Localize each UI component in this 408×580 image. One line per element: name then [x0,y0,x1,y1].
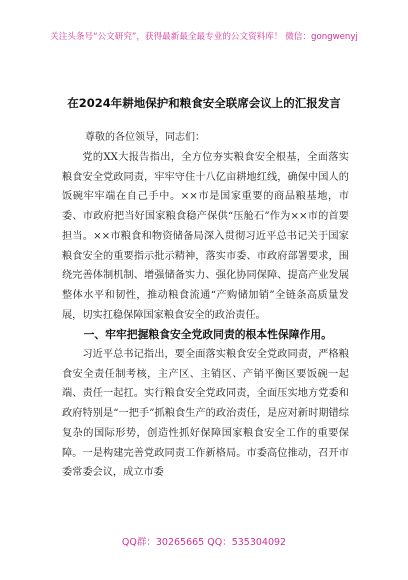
salutation: 尊敬的各位领导，同志们： [85,132,205,143]
top-promo-banner: 关注头条号“公文研究”，获得最新最全最专业的公文资料库！ 微信：gongwenyj [50,32,358,42]
section-heading: 一、牢牢把握粮食安全党政同责的根本性保障作用。 [83,328,332,342]
bottom-contact-banner: QQ群：30265665 QQ：535304092 [121,537,287,548]
document-body [62,148,349,483]
document-title: 在2024年耕地保护和粮食安全联席会议上的汇报发言 [67,96,341,110]
intro-paragraph: 党的XX大报告指出，全方位夯实粮食安全根基，全面落实粮食安全党政同责，牢牢守住十八亿亩耕地红线，确保中国人的饭碗牢牢端在自己手中。××市是国家重要的商品粮基地，市委、市政府把当好国家粮食稳产保供“压舱石”作为××市的首要担当。××市粮食和物资储备局深入贯彻习近平总书记关于国家粮食安全的重要指示批示精神，落实市委、市政府部署要求，围绕完善体制机制、增强储备实力、强化协同保障、提高产业发展整体水平和韧性，推动粮食流通“产购储加销”全链条高质量发展，切实扛稳保障国家粮食安全的政治责任。 [62,152,349,321]
section-paragraph: 习近平总书记指出，要全面落实粮食安全党政同责，严格粮食安全责任制考核，主产区、主销区、产销平衡区要饭碗一起端、责任一起扛。实行粮食安全党政同责，全面压实地方党委和政府特别是“一把手”抓粮食生产的政治责任，是应对新时期错综复杂的国际形势，创造性抓好保障国家粮食安全工作的重要保障。一是构建完善党政同责工作新格局。市委高位推动，召开市委常委会议，成立市委 [62,349,349,479]
